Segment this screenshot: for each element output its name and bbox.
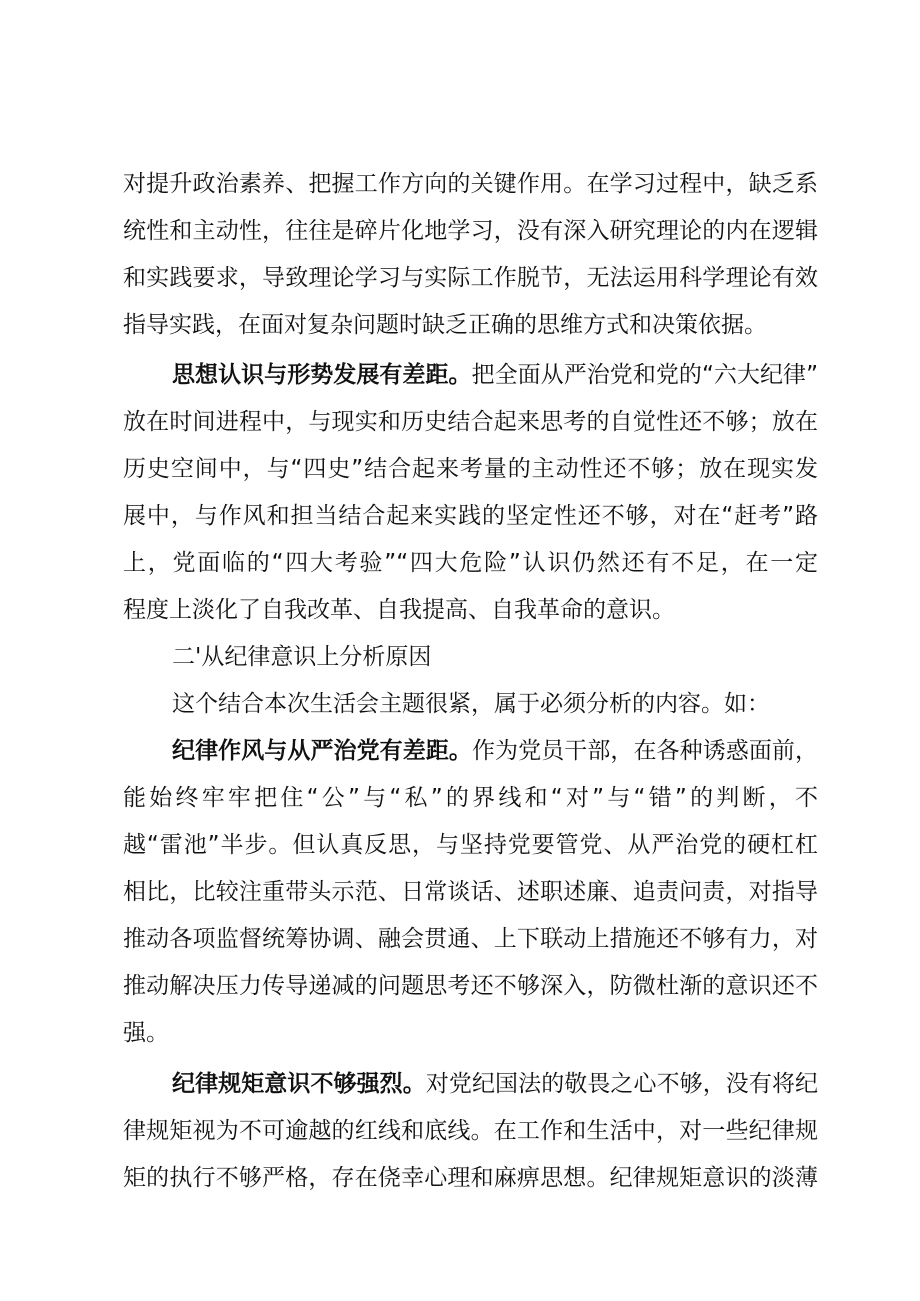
paragraph-heading: 纪律作风与从严治党有差距。 (172, 738, 472, 764)
paragraph-line: 程度上淡化了自我改革、自我提高、自我革命的意识。 (123, 597, 675, 623)
paragraph-line: 统性和主动性，往往是碎片化地学习，没有深入研究理论的内在逻辑 (123, 218, 818, 244)
paragraph-line: 和实践要求，导致理论学习与实际工作脱节，无法运用科学理论有效 (123, 265, 818, 291)
paragraph-line: 推动解决压力传导递减的问题思考还不够深入，防微杜渐的意识还不 (123, 973, 818, 999)
paragraph-line: 越“雷池”半步。但认真反思，与坚持党要管党、从严治党的硬杠杠 (123, 832, 818, 858)
paragraph-first-line (172, 359, 818, 391)
paragraph-text: 对党纪国法的敬畏之心不够，没有将纪 (425, 1071, 819, 1097)
paragraph-text: 作为党员干部，在各种诱惑面前， (471, 738, 819, 764)
paragraph-heading: 纪律规矩意识不够强烈。 (172, 1071, 426, 1097)
paragraph-heading: 思想认识与形势发展有差距。 (172, 362, 472, 388)
paragraph-line: 历史空间中，与“四史”结合起来考量的主动性还不够；放在现实发 (123, 456, 818, 482)
section-title: 二'从纪律意识上分析原因 (172, 644, 432, 670)
paragraph-text: 把全面从严治党和党的“六大纪律” (471, 362, 818, 388)
paragraph-line: 对提升政治素养、把握工作方向的关键作用。在学习过程中，缺乏系 (123, 171, 818, 197)
paragraph-first-line (172, 735, 818, 767)
paragraph-line: 推动各项监督统筹协调、融会贯通、上下联动上措施还不够有力，对 (123, 926, 818, 952)
paragraph-line: 相比，比较注重带头示范、日常谈话、述职述廉、追责问责，对指导 (123, 879, 818, 905)
paragraph-line: 强。 (123, 1020, 169, 1046)
paragraph-first-line (172, 1068, 818, 1100)
paragraph-line: 放在时间进程中，与现实和历史结合起来思考的自觉性还不够；放在 (123, 409, 818, 435)
paragraph-line: 指导实践，在面对复杂问题时缺乏正确的思维方式和决策依据。 (123, 312, 767, 338)
section-intro: 这个结合本次生活会主题很紧，属于必须分析的内容。如： (172, 691, 770, 717)
paragraph-line: 能始终牢牢把住“公”与“私”的界线和“对”与“错”的判断，不 (123, 785, 818, 811)
paragraph-line: 上，党面临的“四大考验”“四大危险”认识仍然还有不足，在一定 (123, 550, 818, 576)
paragraph-line: 矩的执行不够严格，存在侥幸心理和麻痹思想。纪律规矩意识的淡薄 (123, 1165, 818, 1191)
paragraph-line: 律规矩视为不可逾越的红线和底线。在工作和生活中，对一些纪律规 (123, 1118, 818, 1144)
paragraph-line: 展中，与作风和担当结合起来实践的坚定性还不够，对在“赶考”路 (123, 503, 818, 529)
